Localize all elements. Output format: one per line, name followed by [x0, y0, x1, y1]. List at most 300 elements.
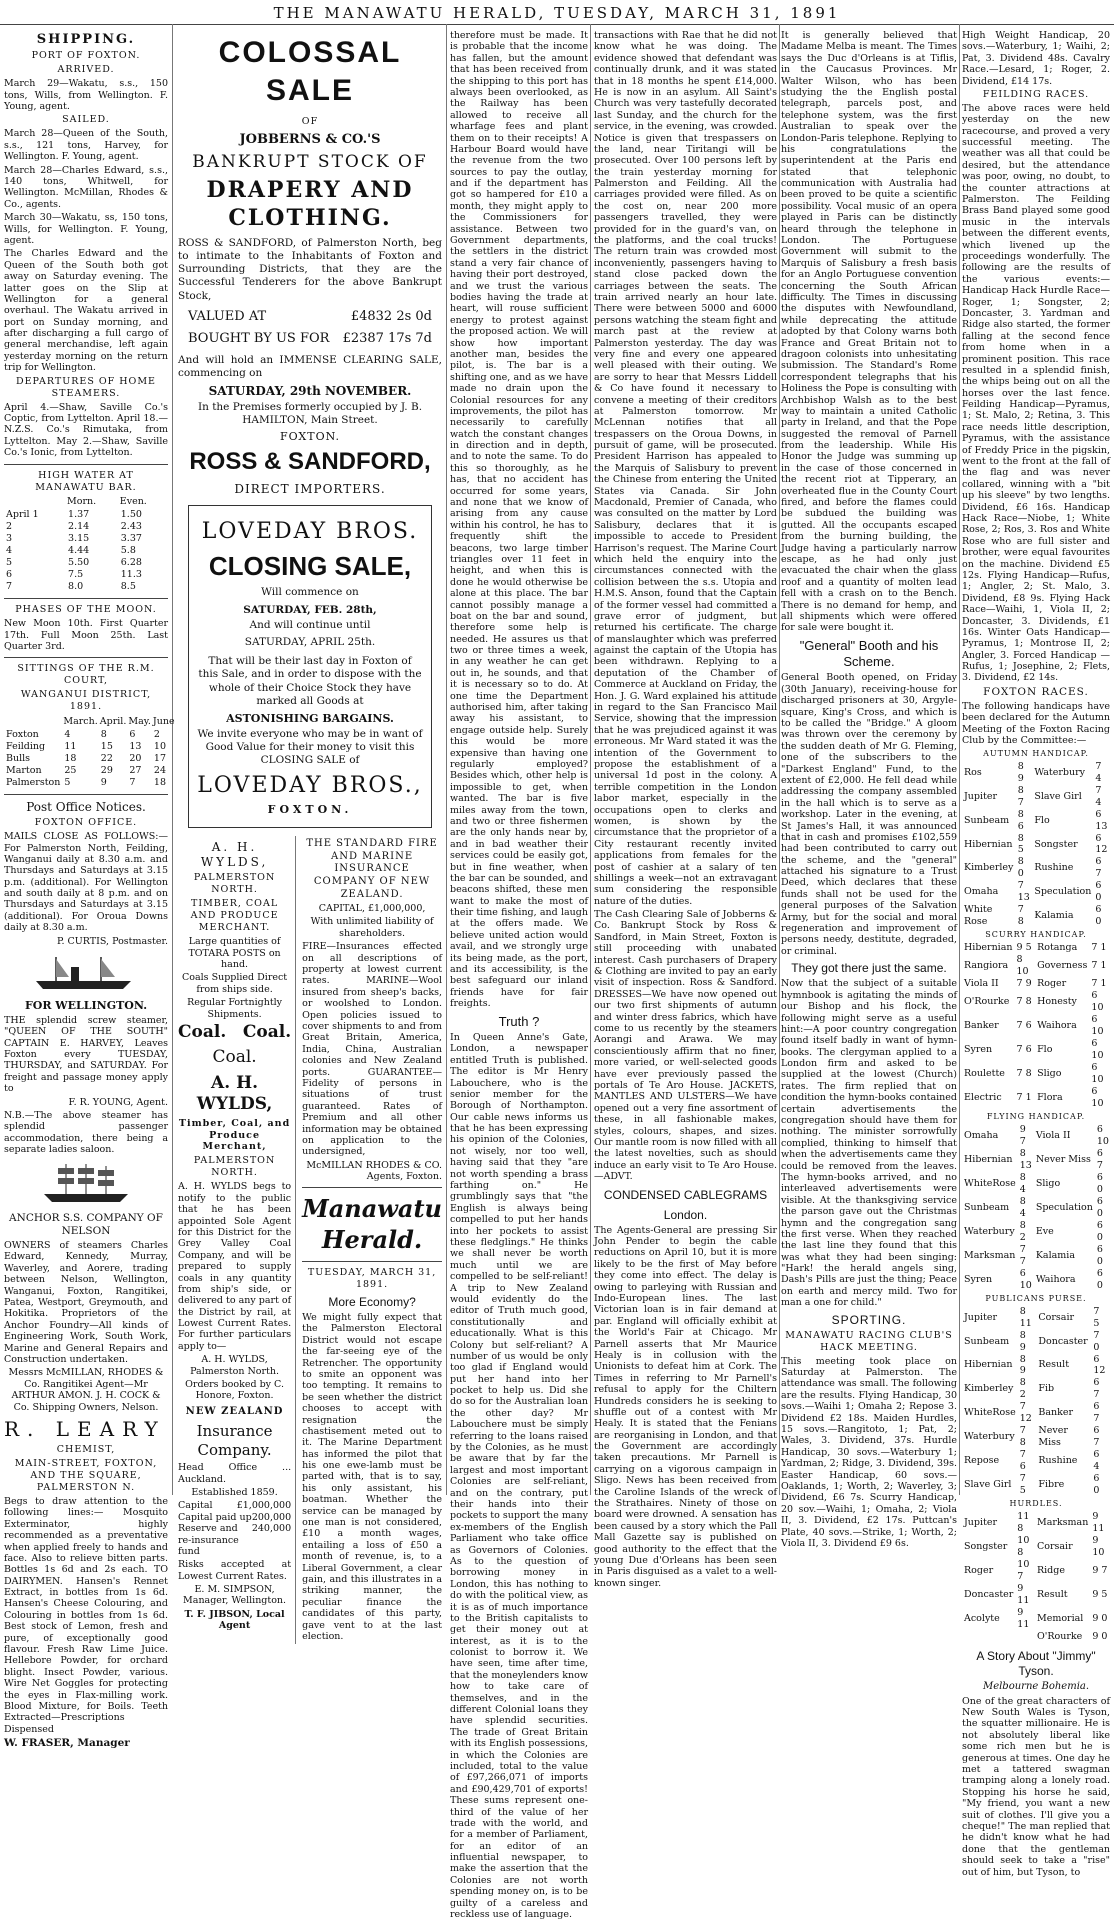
table-cell: Sligo	[1035, 1177, 1061, 1189]
drapery-title: DRAPERY AND CLOTHING.	[206, 177, 414, 232]
story-text: One of the great characters of New South Wales is Tyson, the squatter millionaire. He is not absolutely liberal like some rich men but he is generous at times. One day he met a tattered swagman tramping along a lonely road. Stopping his horse he said, "My friend, you want a new suit of clothes. I'll give you a cheque!" The man replied that he didn't know what he had done that the gentleman should seek to take a "rise" out of him, but Tyson, to	[962, 1695, 1110, 1878]
table-row	[962, 1086, 1110, 1110]
table-cell: Sligo	[1037, 1068, 1062, 1080]
column-cables	[781, 28, 958, 1549]
news-text: transactions with Rae that he did not know what he was doing. The evidence showed that defendant was continually drunk, and it was stated that in 18 months he spent £14,000. He is now in an asylum. All Saint's Church was very tastefully decorated last Sunday, and the church for the service, in the evening, was crowded. Notice is given that trespassers on the land, near Tiritangi will be prosecuted. Over 100 persons left by the train yesterday morning for Palmerston and Feilding. All the carriages provided were filled. As on the cost on, near 200 more passengers travelled, they were provided for in the guard's van, on the platforms, and the coal trucks! The return train was crowded most inconveniently, passengers having to stand close packed down the carriages between the seats. The train arrived nearly an hour late. There were between 5000 and 6000 persons watching the steam fight and march past at the review at Palmerston yesterday. The day was very fine and every one appeared well pleased with their outing. We are sorry to hear that Messrs Liddell & Co have found it necessary to convene a meeting of their creditors at Palmerston tomorrow. Mr McLennan notifies that all trespassers on the Oroua Downs, in pursuit of game, will be prosecuted. President Harrison has appealed to the Marquis of Salisbury to prevent the Chinese from entering the United States via Canada. Sir John Macdonald, Premier of Canada, who was consulted on the matter by Lord Salisbury, declares that it is impossible to accede to President Harrison's request. The Marine Court which held the enquiry into the circumstances connected with the collision between the s.s. Utopia and H.M.S. Anson, found that the Captain of the former vessel had committed a grave error of judgment, but returned his certificate. The charge of manslaughter which was preferred against the captain of the Utopia has been withdrawn. Replying to a deputation of the Chamber of Commerce at Auckland on Friday, the Hon. J. G. Ward explained his attitude in regard to the San Francisco Mail Service, showing that the impression that he was prejudiced against it was erroneous. Mr Ward stated it was the intention of the Government to propose the establishment of a universal 1d post in the colony. A terrible competition in the London labor market, especially in the occupations open to clerks and women, is shown by the circumstance that the proprietor of a City restaurant recently invited applications from females for the post of cashier at a salary of ten shillings a week—not an extravagant sum considering the responsible nature of the duties.	[594, 30, 777, 907]
table-cell: 10	[153, 741, 166, 753]
anchor-heading: ANCHOR S.S. COMPANY OF NELSON	[9, 1211, 163, 1237]
post-text: MAILS CLOSE AS FOLLOWS:— For Palmerston North, Feilding, Wanganui daily at 8.30 a.m. and Thursdays and Saturdays at 3.15 p.m. (additional). For Wellington and south daily at 8 p.m. and on Thursdays and Saturdays at 3.15 (additional). For Oroua Downs daily at 8.30 a.m.	[4, 831, 168, 934]
standard-liability: With unlimited liability of shareholders.	[310, 916, 434, 939]
table-cell: O'Rourke	[1036, 1630, 1083, 1642]
table-cell: Hibernian	[964, 1153, 1013, 1165]
table-cell: 2.14	[68, 521, 90, 533]
table-row	[962, 1014, 1110, 1038]
table-cell: 8 9	[1019, 1353, 1026, 1377]
table-cell: Ridge	[1036, 1565, 1065, 1577]
table-cell: 7 12	[1019, 1401, 1032, 1425]
continue-text: And will continue until	[249, 618, 371, 631]
table-row	[962, 1306, 1110, 1330]
table-cell: Slave Girl	[964, 1479, 1012, 1491]
feb-date: SATURDAY, FEB. 28th,	[243, 603, 377, 616]
table-cell: 7 8	[1016, 1068, 1032, 1080]
table-cell: Rushine	[1038, 1455, 1078, 1467]
table-cell: Slave Girl	[1034, 790, 1082, 802]
story-heading: A Story About "Jimmy" Tyson.	[976, 1648, 1096, 1678]
table-cell: Jupiter	[964, 1311, 998, 1323]
april-date: SATURDAY, APRIL 25th.	[244, 635, 376, 648]
table-cell: 6 0	[1093, 1473, 1100, 1497]
departures-heading: DEPARTURES OF HOME STEAMERS.	[15, 375, 156, 399]
table-cell: Marton	[6, 765, 42, 777]
table-cell: 1.37	[68, 509, 90, 521]
table-cell: 10 7	[1017, 1559, 1030, 1583]
racing-heading: MANAWATU RACING CLUB'S HACK MEETING.	[785, 1329, 953, 1353]
table-cell: Waihora	[1035, 1273, 1076, 1285]
sport-text: High Weight Handicap, 20 sovs.—Waterbury, 1; Waihi, 2; Pat, 3. Dividend 48s. Cavalry Race.—Lesard, 1; Roger, 2. Dividend, £14 17s.	[962, 30, 1110, 87]
table-cell: 2	[6, 521, 13, 533]
table-cell: Marksman	[1036, 1517, 1089, 1529]
table-cell: Ros	[964, 766, 982, 778]
orders-text: Orders booked by C. Honore, Foxton.	[185, 1379, 284, 1402]
table-cell: 8.5	[120, 581, 136, 593]
nz-insurance: Insurance Company.	[196, 1422, 273, 1460]
wylds2-text: A. H. WYLDS begs to notify to the public that he has been appointed Sole Agent for this District for the Grey Valley Coal Company, and will be prepared to supply coals in any quantity from ship's side, or delivered to any part of the District by rail, at Lowest Current Rates. For further particulars apply to—	[178, 1181, 292, 1352]
table-cell: Doncaster	[1038, 1335, 1088, 1347]
leary-footer: W. FRASER, Manager	[4, 1737, 130, 1750]
flying-table	[962, 1124, 1111, 1292]
steamer-illustration-icon	[31, 953, 141, 993]
wylds-shipments: Regular Fortnightly Shipments.	[187, 997, 283, 1020]
table-cell: 13	[129, 741, 142, 753]
table-cell: Roger	[964, 1565, 994, 1577]
table-cell: Jupiter	[964, 790, 998, 802]
port-heading: PORT OF FOXTON.	[31, 50, 141, 62]
table-cell: Fib	[1038, 1383, 1055, 1395]
table-cell: 7.5	[68, 569, 84, 581]
sailed-text: March 28—Queen of the South, s.s., 121 tons, Harvey, for Wellington. F. Young, agent.	[4, 128, 168, 163]
moon-heading: PHASES OF THE MOON.	[15, 604, 157, 616]
table-row	[962, 1583, 1110, 1607]
table-cell: 7 1	[1091, 942, 1107, 954]
leary-name: R. LEARY	[4, 1416, 166, 1441]
town-text: FOXTON.	[279, 429, 341, 443]
nz-title: NEW ZEALAND	[185, 1405, 284, 1417]
table-cell: Waterbury	[1034, 766, 1086, 778]
table-header-row	[4, 715, 176, 729]
shipping-notes: The Charles Edward and the Queen of the South both got away on Saturday evening. The latter goes on the Slip at Wellington for a general overhaul. The Wakatu arrived in port on Sunday morning, and after discharging a full cargo of general merchandise, left again yesterday morning on the return trip for Wellington.	[4, 248, 168, 374]
table-row	[962, 809, 1110, 833]
wylds2-town: PALMERSTON NORTH.	[193, 1155, 276, 1179]
table-cell: WhiteRose	[964, 1177, 1016, 1189]
table-cell: 2.43	[120, 521, 142, 533]
table-row	[962, 1354, 1110, 1378]
table-cell: Roulette	[964, 1068, 1005, 1080]
column-rule	[590, 24, 591, 1495]
table-row	[962, 1038, 1110, 1062]
table-cell: 6.28	[120, 557, 142, 569]
table-cell: Banker	[964, 1020, 999, 1032]
table-cell: 8 5	[1017, 832, 1024, 856]
table-row	[4, 569, 168, 581]
table-cell: 8 0	[1017, 856, 1024, 880]
leary-title: CHEMIST,	[56, 1444, 116, 1456]
loveday-title: LOVEDAY BROS.	[201, 518, 419, 544]
table-cell: Songster	[964, 1541, 1008, 1553]
table-row	[962, 978, 1110, 990]
table-cell: Rushine	[1034, 862, 1074, 874]
table-cell: Kimberley	[964, 1383, 1014, 1395]
table-row	[4, 777, 176, 789]
court-subheading: WANGANUI DISTRICT, 1891.	[20, 689, 152, 713]
foxton-races-heading: FOXTON RACES.	[983, 685, 1089, 698]
table-cell: Syren	[964, 1044, 993, 1056]
nz-reserve: 240,000	[251, 1523, 292, 1535]
table-row	[4, 729, 176, 741]
loveday-foxton: FOXTON.	[267, 803, 353, 817]
table-cell: 8 11	[1019, 1305, 1032, 1329]
table-cell: Flo	[1034, 814, 1050, 826]
standard-title: THE STANDARD FIRE AND MARINE INSURANCE COMPANY OF NEW ZEALAND.	[306, 838, 438, 900]
nz-sign-agent: T. F. JIBSON, Local Agent	[184, 1608, 285, 1632]
table-row	[962, 1473, 1110, 1497]
table-cell: Foxton	[6, 729, 39, 741]
column-rule	[959, 24, 960, 1495]
foxton-races-text: The following handicaps have been declared for the Autumn Meeting of the Foxton Racing Club by the Committee:—	[962, 701, 1110, 747]
table-header-row	[4, 495, 168, 509]
departures-text: April 4.—Shaw, Saville Co.'s Coptic, from Lyttelton. April 18.—N.Z.S. Co.'s Rimutaka, from Lyttelton. May 2.—Shaw, Saville Co.'s Ionic, from Lyttelton.	[4, 401, 168, 459]
publicans-table	[962, 1306, 1110, 1498]
table-row	[962, 1268, 1111, 1292]
table-cell: Viola II	[1035, 1129, 1071, 1141]
table-cell: 8 6	[1017, 808, 1024, 832]
table-cell: 9 0	[1092, 1630, 1108, 1642]
racing-text: This meeting took place on Saturday at Palmerston. The attendance was small. The following are the results. Flying Handicap, 30 sovs.—Waihi 1; Omaha 2; Repose 3. Dividend £2 18s. Maiden Hurdles, 15 sovs.—Rangitoto, 1; Pat, 2; Wales, 3. Dividend, 37s. Hurdle Handicap, 30 sovs.—Waterbury 1; Yardman, 2; Ridge, 3. Dividend, 39s. Easter Handicap, 60 sovs.—Oaklands, 1; Worth, 2; Waverley, 3; Dividend, £6 7s. Scurry Handicap, 20 sov.—Waihi, 1; Omaha, 2; Viola II, 3. Dividend, £2 17s. Puttcan's Plate, 40 sovs.—Strike, 1; Worth, 2; Viola II, 3. Dividend £9 6s.	[781, 1355, 958, 1549]
table-cell: O'Rourke	[964, 996, 1010, 1008]
table-cell: 3.37	[120, 533, 142, 545]
table-cell: 5	[64, 777, 71, 789]
commence-text: Will commence on	[261, 586, 359, 599]
table-cell: 9 11	[1017, 1606, 1030, 1630]
table-row	[962, 1220, 1111, 1244]
bought-row	[188, 331, 432, 347]
table-cell: Roger	[1037, 978, 1067, 990]
table-cell: 7 6	[1016, 1020, 1032, 1032]
editorial-text: therefore must be made. It is probable that the income has fallen, but the amount that has been received from the shipping to this port has always been overlooked, as the Railway has been allowed to receive all wharfage fees and plant them on to their receipts! A Harbour Board would have the revenue from the two sources to pay the outlay, and if the department has got so hampered for £10 a month, they might apply to the Commissioners for assistance. Between two Government departments, the settlers in the district stand a very fair chance of having their port destroyed, and we trust the various bodies having the trade at heart, will rouse sufficient energy to protest against the proposed action. We will show how important another man, besides the pilot, is. The bar is a shifting one, and as we have made no drain upon the Colonial resources for any improvements, the pilot has necessarily to carefully watch the constant changes in direction and in depth, and to note the same. To do this so thoroughly, as he has, that no accident has occurred for some years, and none that we know of arising from any cause within his control, he has to frequently shift the beacons, two large timber triangles over 11 feet in height, and when this is done he would otherwise be alone at this place. The bar cannot possibly manage a boat on the bar and sound, therefore some help is needed. He assures us that two or three times a week, in any weather he can get out in, he sounds, and that it is necessary so to do. At one time the Department authorised him, after taking away his assistant, to engage outside help. Surely this would be more expensive than having one regularly employed? Besides which, other help is impossible to get, when wanted. The bar is five miles away from the town, and two or three fishermen are the only hands near by, and in bad weather their services could be easily got, but in fine weather, when the bar can be sounded, and beacons shifted, these men want to make the most of their time fishing, and laugh at the offers made. We believe united action would avail, and we strongly urge its being made, as the port, and its accessibility, is the best safeguard our inland friends have for fair freights.	[450, 30, 588, 1010]
table-cell: 6 10	[1091, 1038, 1104, 1062]
table-cell: 7 8	[1019, 1425, 1026, 1449]
table-cell	[962, 1631, 1015, 1643]
table-cell: 6 7	[1096, 1147, 1103, 1171]
bottom-ads	[178, 836, 442, 1644]
table-cell: 5	[6, 557, 13, 569]
steamer-note: N.B.—The above steamer has splendid passenger accommodation, there being a separate ladies saloon.	[4, 1110, 168, 1156]
table-cell: Feilding	[6, 741, 46, 753]
coal-word: Coal.	[242, 1021, 292, 1042]
table-cell: Rangiora	[964, 960, 1009, 972]
divider	[302, 1187, 442, 1188]
table-cell: Jupiter	[964, 1517, 998, 1529]
standard-text: FIRE—Insurances effected on all descriptions of property at lowest current rates. MARINE—Wool insured from sheep's backs, or woolshed to London. Open policies issued to cover shipments to and from Great Britain, America, India, China, Australian colonies and New Zealand ports. GUARANTEE—Fidelity of persons in situations of trust guaranteed. Rates of Premium and all other information may be obtained on application to the undersigned,	[302, 941, 442, 1158]
table-cell: 7 5	[1093, 1305, 1100, 1329]
table-cell: Morn.	[67, 496, 97, 508]
loveday-title-2: LOVEDAY BROS.,	[197, 772, 423, 798]
table-cell: Songster	[1034, 838, 1078, 850]
sale-intro: ROSS & SANDFORD, of Palmerston North, beg to intimate to the Inhabitants of Foxton and Surrounding Districts, that they are the Successful Tenderers for the above Bankrupt Stock,	[178, 236, 442, 302]
bargains-text: ASTONISHING BARGAINS.	[226, 712, 394, 726]
table-row	[4, 557, 168, 569]
table-cell: Flora	[1037, 1091, 1063, 1103]
table-cell: Doncaster	[964, 1589, 1014, 1600]
table-cell: Waihora	[1037, 1020, 1077, 1032]
standard-capital: CAPITAL, £1,000,000,	[318, 903, 426, 915]
table-cell: 6 12	[1095, 832, 1108, 856]
table-row	[4, 765, 176, 777]
table-cell: 27	[129, 765, 142, 777]
table-cell: 7 1	[1016, 1091, 1032, 1103]
scurry-heading: SCURRY HANDICAP.	[985, 930, 1087, 940]
table-row	[962, 833, 1110, 857]
wylds-heading: A. H. WYLDS,	[200, 840, 269, 870]
table-cell: White Rose	[964, 904, 993, 928]
table-cell: 7 1	[1091, 978, 1107, 990]
table-cell: Syren	[964, 1273, 993, 1285]
table-cell: 9 11	[1092, 1511, 1105, 1535]
table-cell: 6	[6, 569, 13, 581]
table-row	[962, 990, 1110, 1014]
table-cell: 22	[100, 753, 113, 765]
tide-heading: HIGH WATER AT MANAWATU BAR.	[35, 469, 137, 493]
divider	[4, 464, 168, 465]
table-cell: 7 5	[1019, 1473, 1026, 1497]
table-cell: Acolyte	[964, 1612, 1000, 1624]
table-cell: 9 11	[1017, 1583, 1030, 1606]
table-row	[962, 1631, 1110, 1643]
paper-date: TUESDAY, MARCH 31, 1891.	[307, 1266, 437, 1290]
table-cell: 29	[100, 765, 113, 777]
table-cell: Kalamia	[1034, 910, 1074, 922]
table-row	[962, 1172, 1111, 1196]
table-cell: 11 8	[1017, 1511, 1030, 1535]
nz-risks: Risks accepted at Lowest Current Rates.	[178, 1559, 292, 1582]
table-cell: Electric	[964, 1091, 1002, 1103]
economy-heading: More Economy?	[328, 1294, 416, 1309]
table-cell: Fibre	[1038, 1479, 1065, 1491]
divider	[4, 794, 168, 795]
table-cell: Kimberley	[964, 862, 1014, 874]
table-cell: 6 12	[1093, 1353, 1106, 1377]
table-cell: Honesty	[1037, 996, 1077, 1008]
table-cell: 6 7	[1093, 1401, 1100, 1425]
lastday-text: That will be their last day in Foxton of this Sale, and in order to dispose with the whole of their Choice Stock they have marked all Goods at	[198, 655, 422, 707]
coal-row	[178, 1022, 291, 1043]
valued-amount: £4832 2s 0d	[350, 308, 432, 324]
postmaster: P. CURTIS, Postmaster.	[57, 935, 168, 947]
importers-text: DIRECT IMPORTERS.	[234, 481, 386, 496]
truth-text: In Queen Anne's Gate, London, a newspaper entitled Truth is published. The editor is Mr Henry Labouchere, who is the senior member for the Borough of Northampton. Our cable news informs us that he has been expressing his opinion of the Colonies, not wisely, nor too well, having said that they "are not worth spending a brass farthing on." He grumblingly says that "the English is always being compelled to put her hands into her pockets to assist these fledglings." He thinks we shall never be worth much until we are compelled to be self-reliant! A trip to New Zealand would evidently do the editor of Truth much good, constitutionally and educationally. What is this Colony but self-reliant? A number of us would be only too glad if England would put her hand into her pocket to help us. Did she do so for the Australian loan the other day? Mr Labouchere must be simply referring to the loans raised by the Colonies, as he must be aware that by far the largest and most important Colonies are self-reliant, and on the contrary, put their hands into their pockets to support the many ex-members of the English Parliament who take office as Governors of Colonies. As to the question of borrowing money in London, this has nothing to do with the political view, as it is as of much importance to the British capitalists to get their money out at interest, as it is to the colonist to borrow it. We have seen, time after time, that the moneylenders know how to take care of themselves, and in the different Colonial loans they have splendid securities. The trade of Great Britain with its English possessions, in which the Colonies are included, total to the value of £97,266,071 of imports and £90,429,701 of exports! These sums represent one-third of the value of her trade with the world, and for a member of Parliament, for an editor of an influential newspaper, to make the assertion that the Colonies are not worth spending money on, is to be guilty of a careless and reckless use of language.	[450, 1031, 588, 1920]
post-heading: Post Office Notices.	[26, 800, 146, 815]
table-cell: 6 0	[1095, 880, 1102, 904]
nz-paid-row	[178, 1512, 291, 1523]
truth-heading: Truth ?	[498, 1013, 540, 1029]
table-cell: April 1	[6, 509, 39, 521]
table-cell: Memorial	[1036, 1612, 1084, 1624]
colossal-sale-title: COLOSSAL SALE	[218, 36, 402, 107]
nz-capital: £1,000,000	[236, 1500, 292, 1512]
sailed-text: March 30—Wakatu, ss, 150 tons, Wills, for Wellington. F. Young, agent.	[4, 212, 168, 246]
table-cell: 7 6	[1019, 1449, 1026, 1473]
table-cell: Eve	[1035, 1225, 1054, 1237]
table-row	[962, 761, 1110, 785]
table-row	[962, 1148, 1111, 1172]
sailed-heading: SAILED.	[62, 114, 110, 126]
table-cell: 15	[100, 741, 113, 753]
court-heading: SITTINGS OF THE R.M. COURT,	[17, 663, 155, 687]
flying-heading: FLYING HANDICAP.	[986, 1111, 1086, 1121]
table-cell: 4.44	[68, 545, 90, 557]
table-cell: 6 10	[1091, 1014, 1104, 1038]
nz-capital-label: Capital	[178, 1500, 213, 1512]
coal-word: Coal.	[178, 1021, 227, 1042]
table-cell	[4, 495, 66, 509]
post-subheading: FOXTON OFFICE.	[34, 817, 138, 829]
table-cell: 2	[153, 729, 160, 741]
table-cell: 7 4	[1095, 760, 1102, 784]
table-cell: Speculation	[1035, 1201, 1093, 1213]
column-news	[594, 28, 777, 1589]
table-cell: Waterbury	[964, 1431, 1015, 1443]
table-row	[962, 904, 1110, 928]
table-cell: 9 7	[1092, 1565, 1108, 1577]
table-cell: 1.50	[120, 509, 142, 521]
table-cell: 5.8	[120, 545, 136, 557]
table-cell: 3.15	[68, 533, 90, 545]
table-cell: 6 7	[1093, 1425, 1100, 1449]
wylds-trade: TIMBER, COAL AND PRODUCE MERCHANT.	[190, 898, 279, 934]
table-cell: 4	[6, 545, 13, 557]
table-cell: 6 7	[1093, 1377, 1100, 1401]
table-cell: 7 9	[1016, 978, 1032, 990]
table-cell: Never Miss	[1035, 1153, 1091, 1165]
advert-notices: The Cash Clearing Sale of Jobberns & Co. Bankrupt Stock by Ross & Sandford, in Main Street, Foxton is still proceeding with unabated interest. Cash purchasers of Drapery & Clothing are invited to pay an early visit of inspection. Ross & Sandford. DRESSES—We have now opened out our two first shipments of autumn and winter dress fabrics, which have come to us recently by the steamers Aorangi and Arawa. We may conscientiously affirm that no finer, more varied, or well-selected goods have ever previously passed the portals of Te Aro House. JACKETS, MANTLES AND ULSTERS—We have opened out a very fine assortment of these, in all fashionable makes, styles, colours, shapes, and sizes. Our mantle room is now filled with all the latest novelties, such as should induce an early visit to Te Aro House.—ADVT.	[594, 909, 777, 1183]
nz-reserve-label: Reserve and re-insurance fund	[178, 1523, 239, 1557]
table-row	[962, 1062, 1110, 1086]
table-cell: 6 10	[1091, 990, 1104, 1014]
nz-capital-row	[178, 1500, 291, 1511]
booth-heading: "General" Booth and his Scheme.	[799, 637, 939, 670]
table-cell: 9	[100, 777, 107, 789]
table-cell: 6 0	[1096, 1195, 1103, 1219]
london-heading: London.	[663, 1207, 708, 1222]
sailed-text: March 28—Charles Edward, s.s., 140 tons, Whitwell, for Wellington. McMillan, Rhodes & Co., agents.	[4, 164, 168, 210]
clearing-text: And will hold an IMMENSE CLEARING SALE, commencing on	[178, 353, 442, 379]
invite-text: We invite everyone who may be in want of Good Value for their money to visit this CLOSING SALE of	[197, 727, 423, 767]
table-cell	[4, 715, 62, 729]
table-cell: 7	[129, 777, 136, 789]
table-row	[962, 1377, 1110, 1401]
moon-text: New Moon 10th. First Quarter 17th. Full Moon 25th. Last Quarter 3rd.	[4, 618, 168, 652]
shipping-heading: SHIPPING.	[36, 32, 136, 47]
nz-paid: 200,000	[251, 1511, 292, 1523]
coal-word: Coal.	[212, 1047, 257, 1068]
table-cell: Governess	[1037, 960, 1088, 972]
table-cell: Sunbeam	[964, 1335, 1010, 1347]
table-cell: Result	[1038, 1359, 1070, 1371]
table-cell: 6 0	[1095, 904, 1102, 928]
table-cell: Never Miss	[1038, 1425, 1068, 1449]
table-cell: 8 2	[1019, 1219, 1026, 1243]
booth-text: General Booth opened, on Friday (30th January), receiving-house for discharged prisoners at 30, Argyle-square, King's Cross, and which is to be called the "Bridge." A gloom was thrown over the ceremony by the sudden death of Mr G. Fleming, one of the subscribers to the "Darkest England" Fund, to the extent of £2,000. He fell dead while addressing the company assembled in the hall which is to serve as a workshop. Later in the evening, at St James's Hall, it was announced that in cash and promises £102,559 had been contributed to carry out the scheme, and the "general" attached his signature to a Trust Deed, which declares that these funds shall not be used for the general purposes of the Salvation Army, but for the social and moral regeneration and improvement of persons needy, destitute, degraded, or criminal.	[781, 672, 957, 957]
table-cell: Flo	[1037, 1044, 1053, 1056]
table-cell: Hibernian	[964, 1359, 1013, 1371]
table-cell: 4	[64, 729, 71, 741]
wylds2-heading: A. H. WYLDS,	[196, 1072, 273, 1115]
table-cell: 6 0	[1096, 1243, 1103, 1267]
masthead: THE MANAWATU HERALD, TUESDAY, MARCH 31, 1891	[0, 0, 1114, 25]
table-cell: June	[152, 716, 175, 728]
table-row	[4, 581, 168, 593]
table-cell: 7 0	[1093, 1329, 1100, 1353]
table-row	[962, 856, 1110, 880]
wylds2-sign: A. H. WYLDS, Palmerston North.	[190, 1354, 280, 1377]
table-cell: 6 13	[1095, 808, 1108, 832]
table-row	[962, 785, 1110, 809]
bankrupt-text: BANKRUPT STOCK OF	[192, 151, 428, 172]
leary-text: Begs to draw attention to the following lines:— Mosquito Exterminator, highly recommended as a preventative when applied freely to hands and face. Also to relieve bitten parts. Bottles 1s 6d and 2s each. TO DAIRYMEN. Hansen's Rennet Extract, in bottles from 1s 6d. Hansen's Cheese Colouring, and Colouring in bottles from 1s 6d. Best stock of Lemon, fresh and pure, of exceptionally good flavour. Fresh Raw Lime Juice. Hellebore Powder, for orchard blight. Insect Powder, various. Wire Net Goggles for protecting the eyes in Flax-milling work. Blood Mixture, for Boils. Teeth Extracted—Prescriptions Dispensed	[4, 1495, 168, 1735]
table-row	[962, 1244, 1111, 1268]
table-cell: Hibernian	[964, 942, 1013, 954]
table-cell: 17	[153, 753, 166, 765]
table-cell: 6 10	[1019, 1267, 1032, 1291]
table-cell: 8 9	[1019, 1329, 1026, 1353]
table-row	[962, 1330, 1110, 1354]
publicans-heading: PUBLICANS PURSE.	[985, 1293, 1087, 1303]
table-cell: 6 4	[1093, 1449, 1100, 1473]
table-cell: Sunbeam	[964, 814, 1010, 826]
steamer-text: THE splendid screw steamer, "QUEEN OF THE SOUTH" CAPTAIN E. HARVEY, Leaves Foxton every TUESDAY, THURSDAY, and SATURDAY. For freight and passage money apply to	[4, 1014, 168, 1095]
table-cell: 18	[64, 753, 77, 765]
table-cell: Hibernian	[964, 838, 1013, 850]
sporting-heading: SPORTING.	[831, 1312, 907, 1327]
table-cell: 25	[64, 765, 77, 777]
nz-office: Head Office ... Auckland.	[178, 1462, 292, 1485]
table-row	[4, 521, 168, 533]
nz-established: Established 1859.	[191, 1486, 278, 1498]
steamer-agent: F. R. YOUNG, Agent.	[68, 1096, 168, 1108]
table-cell: 5.50	[68, 557, 90, 569]
valued-label: VALUED AT	[188, 308, 267, 324]
table-cell: Omaha	[964, 886, 999, 898]
cablegrams-heading: CONDENSED CABLEGRAMS	[603, 1188, 768, 1203]
column-rule	[446, 24, 447, 1495]
divider	[4, 598, 168, 599]
table-cell: 9 5	[1016, 942, 1032, 954]
table-cell: 7 13	[1017, 880, 1030, 904]
table-cell: 8 4	[1019, 1171, 1026, 1195]
table-cell: 8.0	[68, 581, 84, 593]
table-cell: April.	[99, 716, 127, 728]
table-cell	[1015, 1631, 1035, 1643]
table-cell: 8 13	[1019, 1147, 1032, 1171]
standard-column	[302, 836, 442, 1644]
table-cell: WhiteRose	[964, 1407, 1016, 1419]
table-cell: Result	[1036, 1589, 1068, 1600]
table-cell: 6 10	[1096, 1123, 1109, 1147]
table-cell: Rotanga	[1037, 942, 1078, 954]
table-row	[962, 1559, 1110, 1583]
table-cell: Repose	[964, 1455, 1000, 1467]
autumn-table	[962, 761, 1110, 929]
bought-label: BOUGHT BY US FOR	[188, 331, 330, 347]
